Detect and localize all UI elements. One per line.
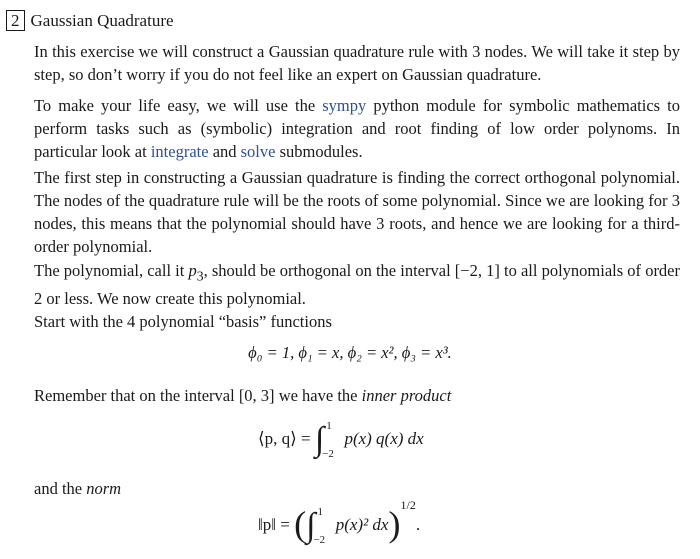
solve-link[interactable]: solve (240, 142, 276, 161)
norm-exponent: 1/2 (400, 498, 416, 513)
right-paren: ) (388, 504, 401, 544)
math-subscript: 3 (196, 268, 204, 284)
basis-formula: ϕ₀ = 1, ϕ₁ = x, ϕ₂ = x², ϕ₃ = x³. (248, 343, 452, 362)
text-span: The polynomial, call it (34, 261, 189, 280)
formula-integrand: p(x) q(x) dx (344, 429, 424, 448)
text-span: to all polynomials of order 2 or less. We now create this polynomial. (34, 261, 681, 309)
formula-period: . (415, 515, 421, 534)
formula-lhs: ‖p‖ = (258, 515, 290, 534)
text-span: and the (34, 479, 87, 498)
upper-limit: 1 (326, 420, 332, 433)
text-span: submodules. (275, 142, 363, 161)
math-interval: [−2, 1] (454, 261, 500, 280)
paragraph-orthogonal: The first step in constructing a Gaussian quadrature is finding the correct orthogonal polynomial. The nodes of the quadrature rule will be the roots of some polynomial. Since we are looking for 3 nodes, this means that the polynomial should have 3 roots, and hence we are looking for a third-order polynomial. (34, 168, 680, 256)
integral-limits (315, 506, 331, 546)
text-span: Remember that on the interval (34, 386, 239, 405)
paragraph-basis-intro: Start with the 4 polynomial “basis” functions (34, 312, 332, 331)
paragraph-sympy (34, 94, 680, 163)
formula-lhs: ⟨p, q⟩ = (258, 429, 311, 448)
norm-formula (258, 497, 420, 546)
text-span: python module for symbolic mathematics to perform tasks such as (symbolic) integration and root finding of low order polynoms. In particular look at (34, 96, 680, 161)
paragraph-inner-product (34, 384, 680, 407)
math-symbol: p (188, 261, 197, 280)
emphasis-inner-product: inner product (361, 386, 452, 405)
sympy-link[interactable]: sympy (322, 96, 367, 115)
emphasis-norm: norm (86, 479, 122, 498)
upper-limit: 1 (317, 506, 323, 519)
lower-limit: −2 (313, 534, 326, 547)
text-span: To make your life easy, we will use the (34, 96, 323, 115)
text-span: , should be orthogonal on the interval (203, 261, 455, 280)
paragraph-intro: In this exercise we will construct a Gaussian quadrature rule with 3 nodes. We will take it step by step, so don’t worry if you do not feel like an expert on Gaussian quadrature. (34, 42, 680, 84)
integral-symbol: ∫ (306, 507, 316, 544)
section-heading (6, 10, 174, 31)
inner-product-formula (258, 415, 424, 460)
section-number: 2 (6, 10, 25, 31)
lower-limit: −2 (322, 448, 334, 461)
section-title: Gaussian Quadrature (30, 10, 174, 30)
integral-symbol: ∫ (314, 421, 325, 458)
formula-integrand: p(x)² dx (335, 515, 389, 534)
integral-limits (324, 420, 340, 460)
integrate-link[interactable]: integrate (150, 142, 209, 161)
math-interval: [0, 3] (238, 386, 275, 405)
paragraph-polynomial (34, 259, 680, 310)
text-span: we have the (274, 386, 362, 405)
left-paren: ( (294, 504, 307, 544)
text-span: and (208, 142, 241, 161)
